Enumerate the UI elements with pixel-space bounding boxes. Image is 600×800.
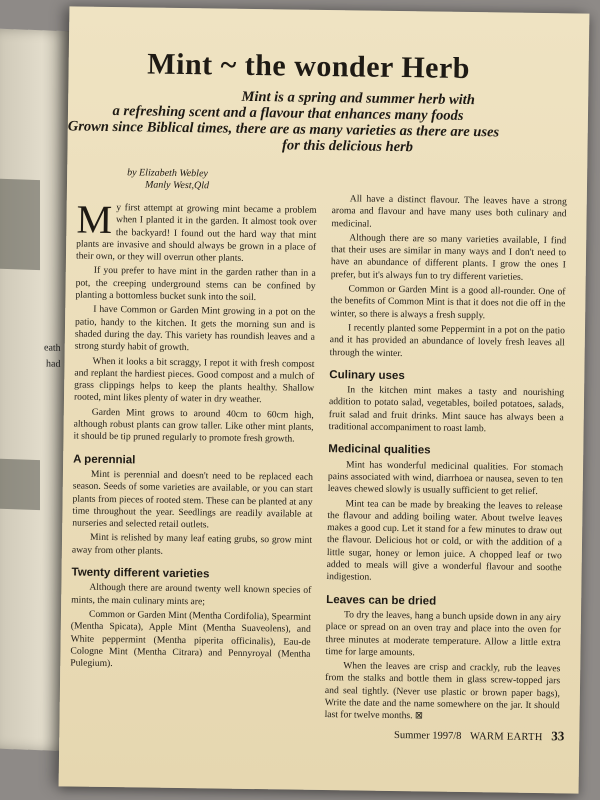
end-mark-icon: ⊠ (414, 710, 424, 722)
paragraph: If you prefer to have mint in the garden rather than in a pot, the creeping underground stems can be confined by planting a bottomless bucket sunk into the soil. (75, 265, 316, 304)
section-heading: A perennial (73, 453, 136, 467)
page-number: 33 (551, 728, 565, 744)
paragraph: All have a distinct flavour. The leaves have a strong aroma and flavour and have many uses both culinary and medicinal. (331, 193, 567, 230)
subtitle-line: for this delicious herb (281, 137, 414, 156)
section-heading: Culinary uses (329, 368, 405, 382)
adjacent-page (0, 29, 70, 751)
article-subtitle (67, 86, 500, 156)
subtitle-line: a refreshing scent and a flavour that enhances many foods (112, 103, 464, 124)
section-heading: Medicinal qualities (328, 443, 431, 457)
paragraph: My first attempt at growing mint became a problem when I planted it in the garden. It almost took over the backyard! I found out the hard way that mint plants are invasive and should always be grown in a place of their own, or they will overrun other plants. (75, 196, 317, 265)
adjacent-photo (0, 179, 40, 270)
paragraph: Common or Garden Mint is a good all-rounder. One of the benefits of Common Mint is that it does not die off in the winter, so there is always a fresh supply. (330, 283, 566, 321)
paragraph: Mint tea can be made by breaking the leaves to release the flavour and adding boiling water. About twelve leaves makes a good cup. Let it stand for a few minutes to draw out the flavour. Delicious hot or cold, or with the addition of a little sugar, honey or lemon juice. A chopped leaf or two added to meals will give a wonderful flavour and soothe indigestion. (326, 497, 563, 583)
paragraph: Mint is perennial and doesn't need to be replaced each season. Seeds of some varieties are available, or you can start plants from pieces of rooted stem. These can be planted at any time throughout the year. Seedlings are readily available at nurseries and selected retail outlets. (72, 468, 313, 531)
paragraph: When the leaves are crisp and crackly, rub the leaves from the stalks and bottle them in glass screw-topped jars and seal tightly. (Never use plastic or brown paper bags), Write the date and the name somewhere on the jar. It should last for twelve months. ⊠ (324, 660, 561, 722)
paragraph: In the kitchen mint makes a tasty and nourishing addition to potato salad, vegetables, boiled potatoes, salads, fruit salad and fruit drinks. Mint sauce has always been a traditional accompaniment to roast lamb. (328, 384, 565, 435)
paragraph: To dry the leaves, hang a bunch upside down in any airy place or spread on an oven tray and place into the oven for three minutes at moderate temperature. Allow a little extra time for large amounts. (325, 609, 562, 659)
adjacent-photo (0, 459, 40, 510)
article-title: Mint ~ the wonder Herb (147, 47, 471, 86)
section-label: WARM EARTH (469, 731, 543, 744)
byline (127, 167, 247, 193)
paragraph: I have Common or Garden Mint growing in a pot on the patio, handy to the kitchen. It gets the morning sun and is shaded during the day. This variety has roundish leaves and a strong sturdy habit of growth. (74, 304, 316, 354)
paragraph: Although there are so many varieties available, I find that their uses are similar in many ways and I don't need to have an abundance of different plants. I grow the ones I prefer, but it's always fun to try different varieties. (330, 232, 567, 283)
adjacent-text-fragment: eath (44, 342, 61, 354)
page-footer (314, 725, 564, 744)
paragraph: I recently planted some Peppermint in a pot on the patio and it has provided an abundance of lovely fresh leaves all through the winter. (329, 322, 566, 359)
paragraph: Garden Mint grows to around 40cm to 60cm high, although robust plants can grow taller. Like other mint plants, it should be tip pruned regularly to promote fresh growth. (73, 406, 314, 445)
paragraph: Although there are around twenty well known species of mints, the main culinary mints are; (71, 582, 312, 607)
paragraph: Mint is relished by many leaf eating grubs, so grow mint away from other plants. (71, 532, 313, 557)
paragraph: Common or Garden Mint (Mentha Cordifolia), Spearmint (Mentha Spicata), Apple Mint (Mentha Suaveolens), and White peppermint (Mentha piperita officinalis), Eau-de Cologne Mint (Mentha Citrara) and Pennyroyal (Mentha Pulegium). (70, 608, 312, 670)
paragraph: Mint has wonderful medicinal qualities. For stomach pains associated with wind, diarrhoea or nausea, seven to ten leaves chewed slowly is usually sufficient to get relief. (327, 458, 564, 498)
article-column-left (70, 196, 317, 676)
article-column-right (324, 193, 566, 727)
subtitle-line: Mint is a spring and summer herb with (241, 88, 475, 109)
issue-label: Summer 1997/8 (393, 730, 462, 742)
subtitle-line: Grown since Biblical times, there are as many varieties as there are uses (67, 118, 500, 141)
magazine-page (59, 6, 590, 793)
section-heading: Twenty different varieties (71, 566, 210, 581)
byline-location: Manly West,Qld (144, 179, 210, 192)
adjacent-text-fragment: had (46, 358, 61, 370)
drop-cap: M (76, 196, 113, 243)
paragraph: When it looks a bit scraggy, I repot it with fresh compost and replant the hardiest pieces. Good compost and a mulch of grass clippings helps to keep the plants healthy. Shallow rooted, mint likes plenty of water in dry weather. (73, 355, 315, 406)
byline-author: by Elizabeth Webley (127, 167, 208, 180)
section-heading: Leaves can be dried (326, 593, 437, 608)
